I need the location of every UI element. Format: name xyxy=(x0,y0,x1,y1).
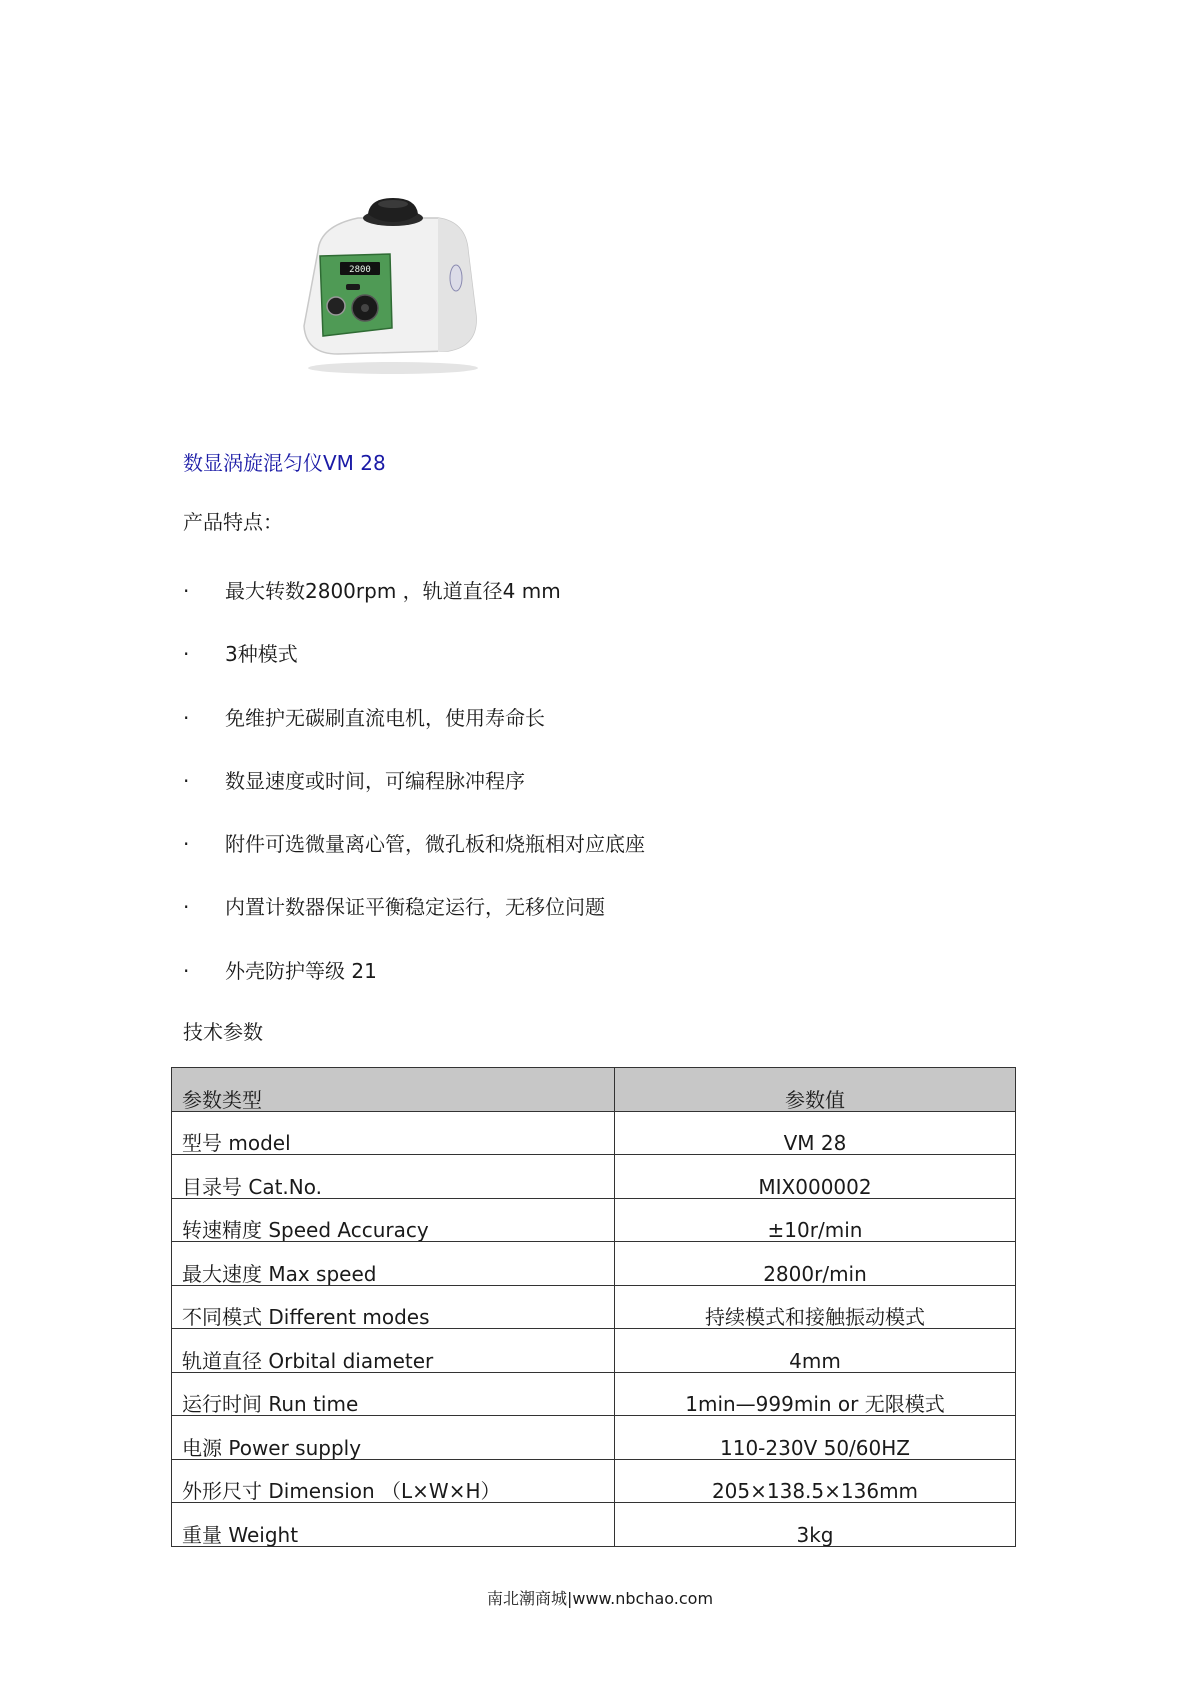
param-name: 最大速度 Max speed xyxy=(172,1242,615,1286)
param-name: 转速精度 Speed Accuracy xyxy=(172,1198,615,1242)
table-row xyxy=(172,1329,1016,1373)
table-row xyxy=(172,1372,1016,1416)
param-name: 电源 Power supply xyxy=(172,1416,615,1460)
bullet: · xyxy=(183,705,190,730)
param-value: 4mm xyxy=(615,1329,1016,1373)
bullet: · xyxy=(183,832,190,857)
feature-text: 3种模式 xyxy=(225,642,298,667)
bullet: · xyxy=(183,579,190,603)
footer-site-name: 南北潮商城 xyxy=(486,1589,567,1608)
table-row xyxy=(172,1155,1016,1199)
table-header-row xyxy=(172,1068,1016,1112)
feature-text: 附件可选微量离心管，微孔板和烧瓶相对应底座 xyxy=(225,832,645,857)
param-name: 不同模式 Different modes xyxy=(172,1285,615,1329)
header-param-type: 参数类型 xyxy=(172,1068,615,1112)
product-title: 数显涡旋混匀仪VM 28 xyxy=(183,451,386,475)
param-value: VM 28 xyxy=(615,1111,1016,1155)
param-value: 3kg xyxy=(615,1503,1016,1547)
param-value: 持续模式和接触振动模式 xyxy=(615,1285,1016,1329)
feature-text: 外壳防护等级 21 xyxy=(225,958,377,983)
bullet: · xyxy=(183,642,190,667)
table-row xyxy=(172,1459,1016,1503)
param-value: MIX000002 xyxy=(615,1155,1016,1199)
param-name: 重量 Weight xyxy=(172,1503,615,1547)
spec-table xyxy=(171,1067,1016,1547)
display-reading: 2800 xyxy=(349,265,371,275)
feature-text: 最大转数2800rpm ，轨道直径4 mm xyxy=(225,579,561,603)
param-value: 1min—999min or 无限模式 xyxy=(615,1372,1016,1416)
bullet: · xyxy=(183,895,190,920)
param-value: 2800r/min xyxy=(615,1242,1016,1286)
header-param-value: 参数值 xyxy=(615,1068,1016,1112)
page-footer xyxy=(0,1588,1200,1610)
product-image xyxy=(298,196,488,376)
table-row xyxy=(172,1198,1016,1242)
footer-separator: | xyxy=(566,1589,573,1608)
features-heading: 产品特点： xyxy=(183,510,283,534)
param-name: 轨道直径 Orbital diameter xyxy=(172,1329,615,1373)
specs-heading: 技术参数 xyxy=(183,1020,263,1044)
bullet: · xyxy=(183,768,190,793)
table-row xyxy=(172,1416,1016,1460)
param-name: 目录号 Cat.No. xyxy=(172,1155,615,1199)
table-row xyxy=(172,1242,1016,1286)
param-name: 运行时间 Run time xyxy=(172,1372,615,1416)
param-name: 型号 model xyxy=(172,1111,615,1155)
param-value: ±10r/min xyxy=(615,1198,1016,1242)
feature-text: 内置计数器保证平衡稳定运行，无移位问题 xyxy=(225,895,605,920)
table-row xyxy=(172,1111,1016,1155)
feature-text: 数显速度或时间，可编程脉冲程序 xyxy=(225,768,525,793)
table-row xyxy=(172,1503,1016,1547)
feature-text: 免维护无碳刷直流电机，使用寿命长 xyxy=(225,705,545,730)
param-value: 110-230V 50/60HZ xyxy=(615,1416,1016,1460)
param-name: 外形尺寸 Dimension （L×W×H） xyxy=(172,1459,615,1503)
param-value: 205×138.5×136mm xyxy=(615,1459,1016,1503)
bullet: · xyxy=(183,958,190,983)
footer-url[interactable]: www.nbchao.com xyxy=(572,1589,714,1608)
table-row xyxy=(172,1285,1016,1329)
